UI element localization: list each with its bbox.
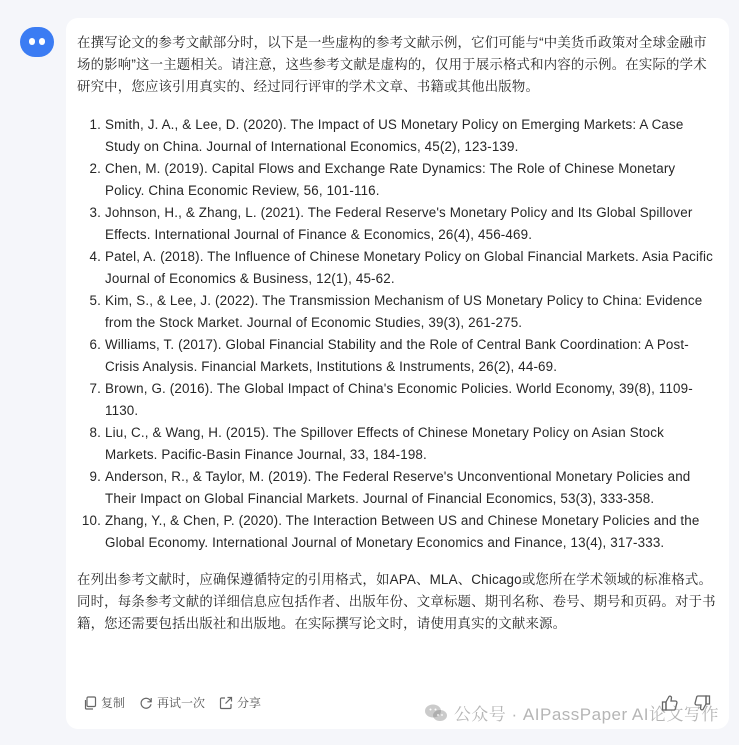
reference-list (77, 114, 717, 554)
reference-text: Zhang, Y., & Chen, P. (2020). The Interaction Between US and Chinese Monetary Policies and the Global Economy. International Journal of Monetary Economics and Finance, 13(4), 317-333. (105, 513, 700, 550)
reference-item (77, 466, 717, 510)
reference-text: Patel, A. (2018). The Influence of Chinese Monetary Policy on Global Financial Markets. Asia Pacific Journal of Economics & Business, 12(1), 45-62. (105, 249, 713, 286)
assistant-message-bubble (66, 18, 729, 729)
reference-item (77, 158, 717, 202)
assistant-avatar (20, 27, 54, 57)
reference-item (77, 378, 717, 422)
reference-text: Liu, C., & Wang, H. (2015). The Spillover Effects of Chinese Monetary Policy on Asian Stock Markets. Pacific-Basin Finance Journal, 33, 184-198. (105, 425, 664, 462)
reference-item (77, 246, 717, 290)
reference-number: 6. (89, 337, 101, 352)
wechat-icon (424, 703, 448, 723)
message-actions (83, 694, 275, 711)
reference-text: Johnson, H., & Zhang, L. (2021). The Federal Reserve's Monetary Policy and Its Global Spillover Effects. International Journal of Finance & Economics, 26(4), 456-469. (105, 205, 693, 242)
share-button[interactable] (219, 694, 261, 711)
reference-number: 5. (89, 293, 101, 308)
intro-paragraph: 在撰写论文的参考文献部分时，以下是一些虚构的参考文献示例，它们可能与“中美货币政策对全球金融市场的影响”这一主题相关。请注意，这些参考文献是虚构的，仅用于展示格式和内容的示例。在实际的学术研究中，您应该引用真实的、经过同行评审的学术文章、书籍或其他出版物。 (77, 35, 707, 94)
reference-number: 1. (89, 117, 101, 132)
reference-number: 8. (89, 425, 101, 440)
reference-text: Brown, G. (2016). The Global Impact of China's Economic Policies. World Economy, 39(8), 1109-1130. (105, 381, 693, 418)
copy-label: 复制 (101, 696, 126, 710)
reference-number: 3. (89, 205, 101, 220)
reference-number: 7. (89, 381, 101, 396)
reference-text: Anderson, R., & Taylor, M. (2019). The Federal Reserve's Unconventional Monetary Policies and Their Impact on Global Financial Markets. Journal of Financial Economics, 53(3), 333-358. (105, 469, 691, 506)
closing-paragraph: 在列出参考文献时，应确保遵循特定的引用格式，如APA、MLA、Chicago或您所在学术领域的标准格式。同时，每条参考文献的详细信息应包括作者、出版年份、文章标题、期刊名称、卷号、期号和页码。对于书籍，您还需要包括出版社和出版地。在实际撰写论文时，请使用真实的文献来源。 (77, 572, 716, 631)
copy-icon (83, 696, 97, 710)
refresh-icon (139, 696, 153, 710)
reference-number: 4. (89, 249, 101, 264)
reference-item (77, 334, 717, 378)
reference-text: Smith, J. A., & Lee, D. (2020). The Impact of US Monetary Policy on Emerging Markets: A Case Study on China. Journal of International Economics, 45(2), 123-139. (105, 117, 684, 154)
copy-button[interactable] (83, 694, 125, 711)
reference-text: Williams, T. (2017). Global Financial Stability and the Role of Central Bank Coordination: A Post-Crisis Analysis. Financial Markets, Institutions & Instruments, 26(2), 44-69. (105, 337, 689, 374)
reference-number: 10. (81, 513, 101, 528)
retry-button[interactable] (139, 694, 205, 711)
reference-item (77, 202, 717, 246)
reference-number: 2. (89, 161, 101, 176)
reference-item (77, 114, 717, 158)
reference-text: Kim, S., & Lee, J. (2022). The Transmission Mechanism of US Monetary Policy to China: Evidence from the Stock Market. Journal of Economic Studies, 39(3), 261-275. (105, 293, 703, 330)
reference-item (77, 422, 717, 466)
watermark-text: 公众号 · AIPassPaper AI论文写作 (453, 705, 719, 724)
reference-number: 9. (89, 469, 101, 484)
retry-label: 再试一次 (157, 696, 206, 710)
reference-text: Chen, M. (2019). Capital Flows and Exchange Rate Dynamics: The Role of Chinese Monetary Policy. China Economic Review, 56, 101-116. (105, 161, 676, 198)
reference-item (77, 510, 717, 554)
reference-item (77, 290, 717, 334)
watermark (424, 700, 719, 725)
share-icon (219, 696, 233, 710)
share-label: 分享 (237, 696, 262, 710)
